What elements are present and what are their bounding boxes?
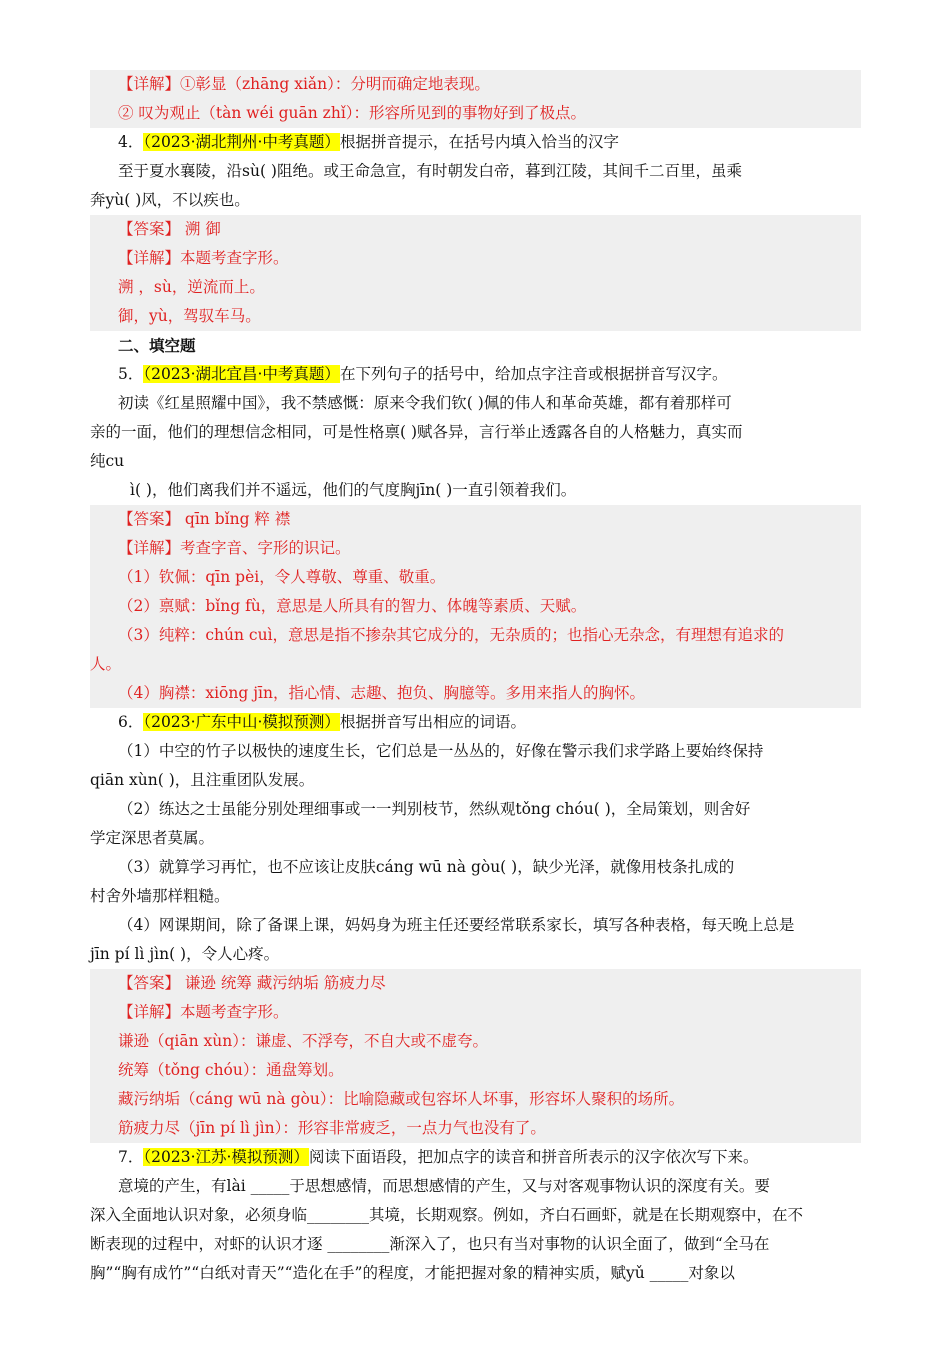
question-text: qiān xùn( )，且注重团队发展。 — [90, 771, 315, 789]
detail-line: （4）胸襟：xiōng jīn，指心情、志趣、抱负、胸臆等。多用来指人的胸怀。 — [118, 684, 645, 702]
question-source: （2023·湖北宜昌·中考真题） — [143, 365, 340, 383]
detail-line: 溯 ，sù，逆流而上。 — [118, 278, 265, 296]
question-text: 断表现的过程中，对虾的认识才逐 ________渐深入了，也只有当对事物的认识全面了，做到“全马在 — [90, 1235, 770, 1253]
detail-line: 【详解】本题考查字形。 — [118, 249, 289, 267]
detail-line: （2）禀赋：bǐng fù，意思是人所具有的智力、体魄等素质、天赋。 — [118, 597, 587, 615]
document-page — [90, 70, 861, 1288]
detail-line: （3）纯粹：chún cuì，意思是指不掺杂其它成分的，无杂质的；也指心无杂念，有理想有追求的 — [118, 626, 785, 644]
question-number: 7． — [118, 1148, 144, 1166]
question-number: 6． — [118, 713, 144, 731]
question-text: jīn pí lì jìn( )，令人心疼。 — [90, 945, 280, 963]
question-text: 村舍外墙那样粗糙。 — [90, 887, 230, 905]
detail-line: 【详解】①彰显（zhāng xiǎn）：分明而确定地表现。 — [118, 75, 490, 93]
question-prompt: 在下列句子的括号中，给加点字注音或根据拼音写汉字。 — [339, 365, 728, 383]
question-source: （2023·广东中山·模拟预测） — [143, 713, 340, 731]
detail-line: 人。 — [90, 655, 122, 673]
q6-answer-box — [90, 969, 861, 1143]
q3-detail-box — [90, 70, 861, 128]
answer-line: 【答案】 溯 御 — [118, 220, 221, 238]
question-text: 奔yù( )风，不以疾也。 — [90, 191, 250, 209]
question-text: （4）网课期间，除了备课上课，妈妈身为班主任还要经常联系家长，填写各种表格，每天晚上总是 — [118, 916, 795, 934]
question-text: （3）就算学习再忙，也不应该让皮肤cáng wū nà gòu( )，缺少光泽，就像用枝条扎成的 — [118, 858, 735, 876]
question-text: 初读《红星照耀中国》，我不禁感慨：原来令我们钦( )佩的伟人和革命英雄，都有着那样可 — [118, 394, 732, 412]
question-source: （2023·湖北荆州·中考真题） — [143, 133, 340, 151]
question-text: 至于夏水襄陵，沿sù( )阻绝。或王命急宣，有时朝发白帝，暮到江陵，其间千二百里，虽乘 — [118, 162, 742, 180]
detail-line: （1）钦佩：qīn pèi，令人尊敬、尊重、敬重。 — [118, 568, 446, 586]
question-text: ì( )，他们离我们并不遥远，他们的气度胸jīn( )一直引领着我们。 — [130, 481, 577, 499]
detail-line: 统筹（tǒng chóu）：通盘筹划。 — [118, 1061, 344, 1079]
section-heading: 二、填空题 — [118, 336, 196, 355]
q5-answer-box — [90, 505, 861, 708]
question-text: 胸”“胸有成竹”“白纸对青天”“造化在手”的程度，才能把握对象的精神实质，赋yǔ _____对象以 — [90, 1264, 735, 1282]
question-text: （2）练达之士虽能分别处理细事或一一判别枝节，然纵观tǒng chóu( )，全局策划，则舍好 — [118, 800, 751, 818]
question-text: 学定深思者莫属。 — [90, 829, 215, 847]
question-text: 亲的一面，他们的理想信念相同，可是性格禀( )赋各异，言行举止透露各自的人格魅力，真实而 — [90, 423, 743, 441]
detail-line: 筋疲力尽（jīn pí lì jìn）：形容非常疲乏，一点力气也没有了。 — [118, 1119, 546, 1137]
question-prompt: 根据拼音写出相应的词语。 — [339, 713, 526, 731]
question-prompt: 根据拼音提示，在括号内填入恰当的汉字 — [339, 133, 619, 151]
question-text: 纯cu — [90, 452, 125, 470]
detail-line: 【详解】考查字音、字形的识记。 — [118, 539, 351, 557]
question-5-header — [90, 360, 861, 389]
detail-line: 藏污纳垢（cáng wū nà gòu）：比喻隐藏或包容坏人坏事，形容坏人聚积的场所。 — [118, 1090, 685, 1108]
question-number: 4． — [118, 133, 144, 151]
answer-line: 【答案】 qīn bǐng 粹 襟 — [118, 510, 291, 528]
question-prompt: 阅读下面语段，把加点字的读音和拼音所表示的汉字依次写下来。 — [308, 1148, 759, 1166]
question-6-header — [90, 708, 861, 737]
detail-line: 【详解】本题考查字形。 — [118, 1003, 289, 1021]
question-source: （2023·江苏·模拟预测） — [143, 1148, 309, 1166]
question-text: 深入全面地认识对象，必须身临________其境，长期观察。例如，齐白石画虾，就是在长期观察中，在不 — [90, 1206, 804, 1224]
q4-answer-box — [90, 215, 861, 331]
question-text: （1）中空的竹子以极快的速度生长，它们总是一丛丛的，好像在警示我们求学路上要始终保持 — [118, 742, 764, 760]
answer-line: 【答案】 谦逊 统筹 藏污纳垢 筋疲力尽 — [118, 974, 386, 992]
detail-line: 谦逊（qiān xùn）：谦虚、不浮夸，不自大或不虚夸。 — [118, 1032, 488, 1050]
question-number: 5． — [118, 365, 144, 383]
detail-line: 御，yù，驾驭车马。 — [118, 307, 261, 325]
question-text: 意境的产生，有lài _____于思想感情，而思想感情的产生，又与对客观事物认识的深度有关。要 — [118, 1177, 770, 1195]
detail-line: ② 叹为观止（tàn wéi guān zhǐ）：形容所见到的事物好到了极点。 — [118, 104, 587, 122]
question-4-header — [90, 128, 861, 157]
question-7-header — [90, 1143, 861, 1172]
